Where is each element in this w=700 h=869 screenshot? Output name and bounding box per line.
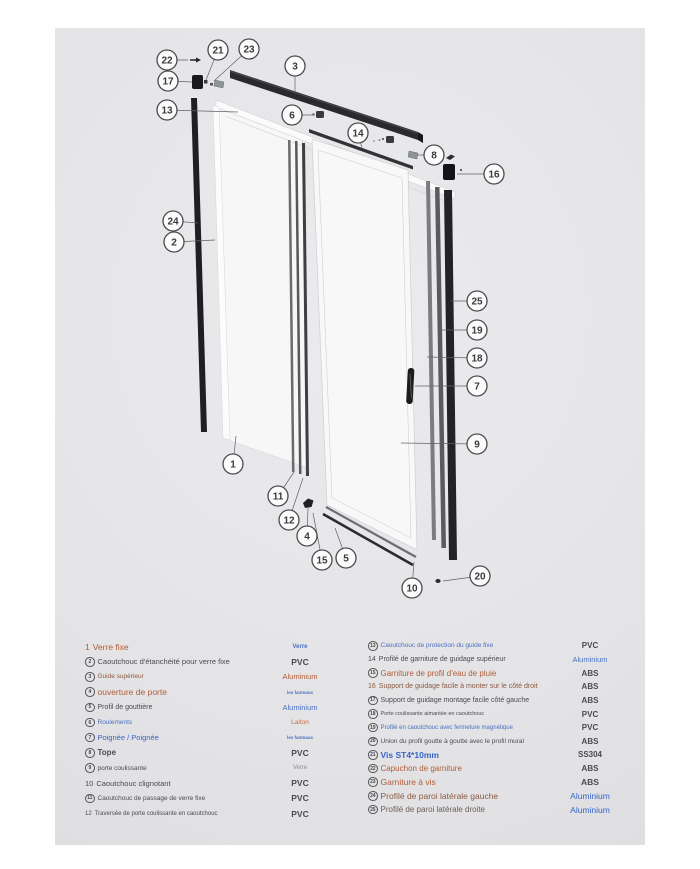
part-material: PVC <box>291 793 309 804</box>
part-name: Caoutchouc clignotant <box>96 778 171 788</box>
part-material: Aluminium <box>572 654 608 664</box>
callout-number: 19 <box>471 325 483 337</box>
callout-17 <box>158 71 178 91</box>
part-name: Poignée / Poignée <box>97 733 159 743</box>
part-name: porte coulissante <box>97 764 147 772</box>
callout-13 <box>157 100 177 120</box>
part-material: les fanteaux <box>286 735 313 741</box>
part-material: Aluminium <box>282 702 318 712</box>
part-row-18 <box>368 707 621 721</box>
callout-number: 16 <box>488 169 500 181</box>
part-row-22 <box>368 762 621 776</box>
callout-number: 11 <box>272 491 284 503</box>
roller-6a <box>316 111 324 118</box>
callout-number: 17 <box>162 76 174 88</box>
part-name: Profilé de paroi latérale gauche <box>380 790 499 801</box>
callout-15 <box>312 550 332 570</box>
part-material: PVC <box>291 778 309 789</box>
part-name: Profilé en caoutchouc avec fermeture magnétique <box>380 724 513 731</box>
part-row-24 <box>368 789 621 803</box>
callout-number: 20 <box>474 571 486 583</box>
callout-number: 4 <box>304 531 310 543</box>
part-material: ABS <box>581 777 599 788</box>
part-row-20 <box>368 734 621 748</box>
part-name: ouverture de porte <box>97 687 167 698</box>
callout-number: 13 <box>161 105 173 117</box>
part-material: PVC <box>581 723 599 733</box>
diagram-panel <box>55 28 645 845</box>
part-row-4 <box>85 685 331 700</box>
right-profile-3 <box>444 190 457 560</box>
screw-dot-20 <box>435 579 440 583</box>
part-name: Profilé de paroi latérale droite <box>380 805 486 814</box>
part-row-1 <box>85 639 331 654</box>
part-row-16 <box>368 680 621 694</box>
callout-8 <box>424 145 444 165</box>
part-number-badge: 20 <box>368 737 378 747</box>
callout-number: 2 <box>171 237 177 249</box>
callout-number: 23 <box>243 44 255 56</box>
end-cap-16 <box>443 164 455 180</box>
part-name: Caoutchouc de protection du guide fixe <box>380 642 494 650</box>
right-profile-2 <box>435 187 446 548</box>
water-stopper-4 <box>303 499 314 509</box>
part-row-11 <box>85 791 331 806</box>
part-material: Aluminium <box>570 804 610 815</box>
part-number-badge: 21 <box>368 750 378 760</box>
part-name: Support de guidage facile à monter sur le côté droit <box>378 683 538 691</box>
part-number-badge: 18 <box>368 709 378 719</box>
callout-12 <box>279 510 299 530</box>
part-row-25 <box>368 803 621 817</box>
parts-list-left-column <box>85 639 331 821</box>
part-row-21 <box>368 748 621 762</box>
clip-top <box>214 80 224 88</box>
part-name: Guide supérieur <box>97 673 144 681</box>
part-material: ABS <box>581 736 599 746</box>
callout-1 <box>223 454 243 474</box>
part-material: Verre <box>292 643 308 650</box>
callout-number: 5 <box>343 553 349 565</box>
part-number-badge: 25 <box>368 805 378 815</box>
part-number-badge: 24 <box>368 791 378 801</box>
right-profile-1 <box>426 181 436 540</box>
part-number-badge: 4 <box>85 687 95 697</box>
part-number-badge: 23 <box>368 777 378 787</box>
part-row-12 <box>85 806 331 821</box>
part-material: les fanteaux <box>286 689 313 695</box>
callout-4 <box>297 526 317 546</box>
fixed-glass-panel <box>216 103 308 468</box>
callout-18 <box>467 348 487 368</box>
callout-25 <box>467 291 487 311</box>
part-number-badge: 17 <box>368 696 378 706</box>
part-material: SS304 <box>577 750 603 760</box>
left-wall-profile <box>191 98 207 432</box>
callout-number: 1 <box>230 459 236 471</box>
part-name: Capuchon de garniture <box>380 764 462 774</box>
part-number: 1 <box>85 641 90 652</box>
part-name: Caoutchouc de passage de verre fixe <box>97 794 206 802</box>
part-number-badge: 19 <box>368 723 378 733</box>
callout-number: 6 <box>289 110 295 122</box>
part-number-badge: 13 <box>368 641 378 651</box>
part-row-6 <box>85 715 331 730</box>
callout-number: 24 <box>167 216 179 228</box>
callout-number: 8 <box>431 150 437 162</box>
part-name: Roulements <box>97 719 133 727</box>
part-material: Verre <box>292 765 308 772</box>
part-material: ABS <box>581 682 599 692</box>
callout-9 <box>467 434 487 454</box>
part-material: PVC <box>581 709 599 719</box>
arrow-22-icon <box>190 58 201 63</box>
plate-right-of-8 <box>446 155 455 161</box>
screw-21 <box>204 80 208 84</box>
part-material: Laiton <box>291 719 309 727</box>
roller-6b-pin <box>382 138 384 140</box>
part-row-17 <box>368 694 621 708</box>
part-number: 14 <box>368 655 376 663</box>
part-number-badge: 8 <box>85 748 95 758</box>
callout-number: 21 <box>212 45 224 57</box>
part-number-badge: 11 <box>85 794 95 804</box>
callout-6 <box>282 105 302 125</box>
callout-3 <box>285 56 305 76</box>
part-row-2 <box>85 654 331 669</box>
part-row-14 <box>368 653 621 667</box>
callout-24 <box>163 211 183 231</box>
callout-10 <box>402 578 422 598</box>
part-number: 10 <box>85 778 94 788</box>
part-name: Garniture à vis <box>380 777 436 788</box>
part-row-7 <box>85 730 331 745</box>
part-row-5 <box>85 700 331 715</box>
part-row-10 <box>85 776 331 791</box>
callout-number: 22 <box>161 55 173 67</box>
part-row-23 <box>368 775 621 789</box>
part-material: ABS <box>581 764 599 774</box>
part-name: Porte coulissante aimantée en caoutchouc <box>380 711 485 718</box>
callout-number: 7 <box>474 381 480 393</box>
part-name: Vis ST4*10mm <box>380 749 439 760</box>
part-number-badge: 3 <box>85 672 95 682</box>
part-number-badge: 15 <box>368 668 378 678</box>
part-name: Verre fixe <box>92 641 129 652</box>
part-row-15 <box>368 666 621 680</box>
part-name: Support de guidage montage facile côté gauche <box>380 696 530 704</box>
part-name: Traversée de porte coulissante en caoutchouc <box>94 810 218 817</box>
callout-11 <box>268 486 288 506</box>
part-name: Profilé de garniture de guidage supérieur <box>378 655 506 663</box>
callout-number: 3 <box>292 61 298 73</box>
part-material: PVC <box>581 641 599 651</box>
part-name: Caoutchouc d'étanchéité pour verre fixe <box>97 657 230 667</box>
callout-number: 18 <box>471 353 483 365</box>
part-row-13 <box>368 639 621 653</box>
callout-20 <box>470 566 490 586</box>
callout-number: 25 <box>471 296 483 308</box>
part-name: Profil de gouttière <box>97 703 153 711</box>
part-number: 16 <box>368 683 376 691</box>
callout-number: 9 <box>474 439 480 451</box>
part-material: Aluminium <box>282 672 318 682</box>
part-number-badge: 22 <box>368 764 378 774</box>
dot-right-of-16 <box>460 169 462 171</box>
callout-5 <box>336 548 356 568</box>
callout-16 <box>484 164 504 184</box>
top-rail-end-face <box>418 132 423 143</box>
diagram-svg <box>55 28 645 628</box>
sliding-door-panel <box>312 139 417 550</box>
callout-22 <box>157 50 177 70</box>
screw-23 <box>210 83 213 86</box>
part-row-3 <box>85 669 331 684</box>
roller-6b <box>386 136 394 143</box>
part-number-badge: 7 <box>85 733 95 743</box>
part-number-badge: 9 <box>85 763 95 773</box>
callout-number: 12 <box>283 515 295 527</box>
part-material: PVC <box>291 747 309 758</box>
part-material: PVC <box>291 656 309 667</box>
callout-14 <box>348 123 368 143</box>
clip-8 <box>408 151 418 159</box>
part-row-8 <box>85 745 331 760</box>
part-material: PVC <box>291 808 309 819</box>
part-name: Garniture de profil d'eau de pluie <box>380 668 497 678</box>
part-number-badge: 2 <box>85 657 95 667</box>
callout-21 <box>208 40 228 60</box>
callout-19 <box>467 320 487 340</box>
end-cap-17 <box>192 75 203 89</box>
part-name: Tope <box>97 748 117 758</box>
speck-door-top <box>373 140 375 142</box>
part-number: 12 <box>85 810 92 817</box>
callout-7 <box>467 376 487 396</box>
part-row-9 <box>85 761 331 776</box>
parts-list-right-column <box>368 639 621 816</box>
roller-6b-pin2 <box>379 139 381 141</box>
part-material: ABS <box>581 695 599 705</box>
part-name: Union du profil goutte à goutte avec le profil mural <box>380 737 524 745</box>
callout-23 <box>239 39 259 59</box>
part-material: ABS <box>581 668 599 678</box>
part-number-badge: 6 <box>85 718 95 728</box>
callout-number: 15 <box>316 555 328 567</box>
callout-number: 14 <box>352 128 364 140</box>
part-row-19 <box>368 721 621 735</box>
part-material: Aluminium <box>570 790 610 801</box>
part-number-badge: 5 <box>85 703 95 713</box>
callout-2 <box>164 232 184 252</box>
callout-number: 10 <box>406 583 418 595</box>
